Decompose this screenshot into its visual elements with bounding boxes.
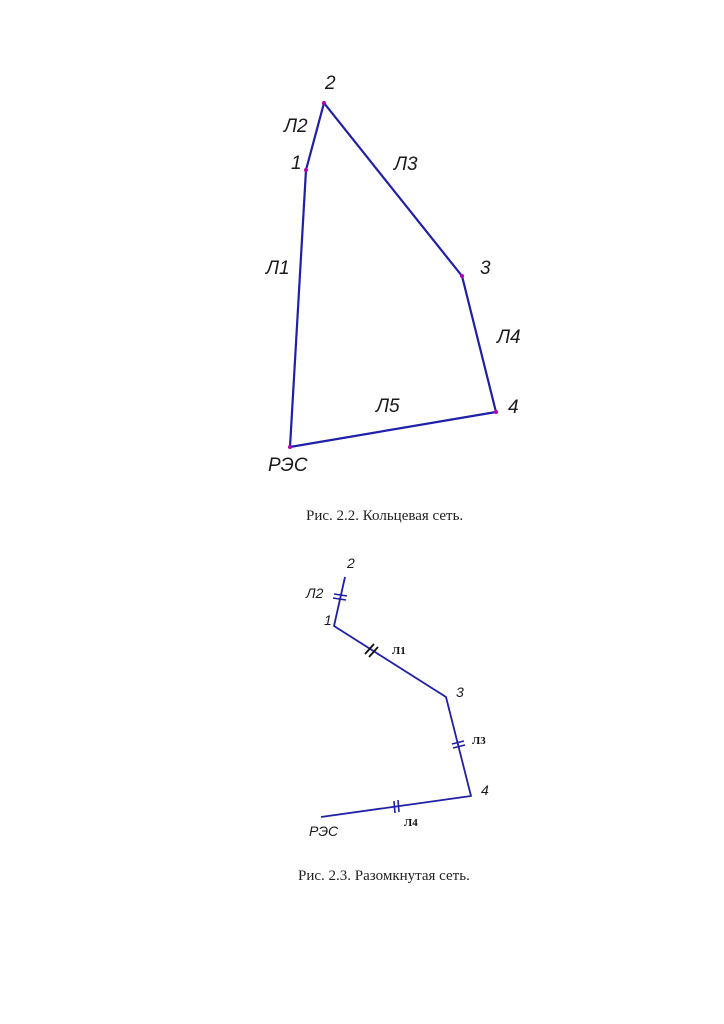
ring-node-res-label: РЭС	[268, 455, 308, 476]
ring-line-l1-label: Л1	[266, 258, 290, 279]
ring-line-l3-label: Л3	[394, 154, 418, 175]
open-network-diagram	[305, 555, 489, 839]
figure-2-3-caption: Рис. 2.3. Разомкнутая сеть.	[298, 868, 470, 884]
node-dot-1	[304, 168, 308, 172]
open-node-2-label: 2	[347, 555, 355, 571]
open-network-path	[321, 577, 471, 817]
ring-line-l2-label: Л2	[284, 116, 308, 137]
open-line-l1-label: Л1	[392, 645, 406, 657]
open-line-l3-label: Л3	[472, 735, 486, 747]
ring-line-l4-label: Л4	[497, 327, 521, 348]
figure-2-2-caption: Рис. 2.2. Кольцевая сеть.	[306, 508, 464, 524]
ring-node-2-label: 2	[325, 73, 336, 94]
ring-network-diagram	[264, 73, 521, 476]
ring-node-1-label: 1	[291, 153, 302, 174]
ring-line-l5-label: Л5	[376, 396, 400, 417]
open-node-res-label: РЭС	[309, 823, 339, 839]
open-line-l2-label: Л2	[306, 585, 324, 601]
ring-node-3-label: 3	[480, 258, 491, 279]
node-dot-res	[288, 445, 292, 449]
ring-node-4-label: 4	[508, 397, 519, 418]
open-node-4-label: 4	[481, 782, 489, 798]
open-node-3-label: 3	[456, 684, 464, 700]
open-node-1-label: 1	[324, 612, 332, 628]
open-line-l4-label: Л4	[404, 817, 418, 829]
node-dot-2	[322, 101, 326, 105]
node-dot-4	[494, 410, 498, 414]
node-dot-3	[460, 274, 464, 278]
